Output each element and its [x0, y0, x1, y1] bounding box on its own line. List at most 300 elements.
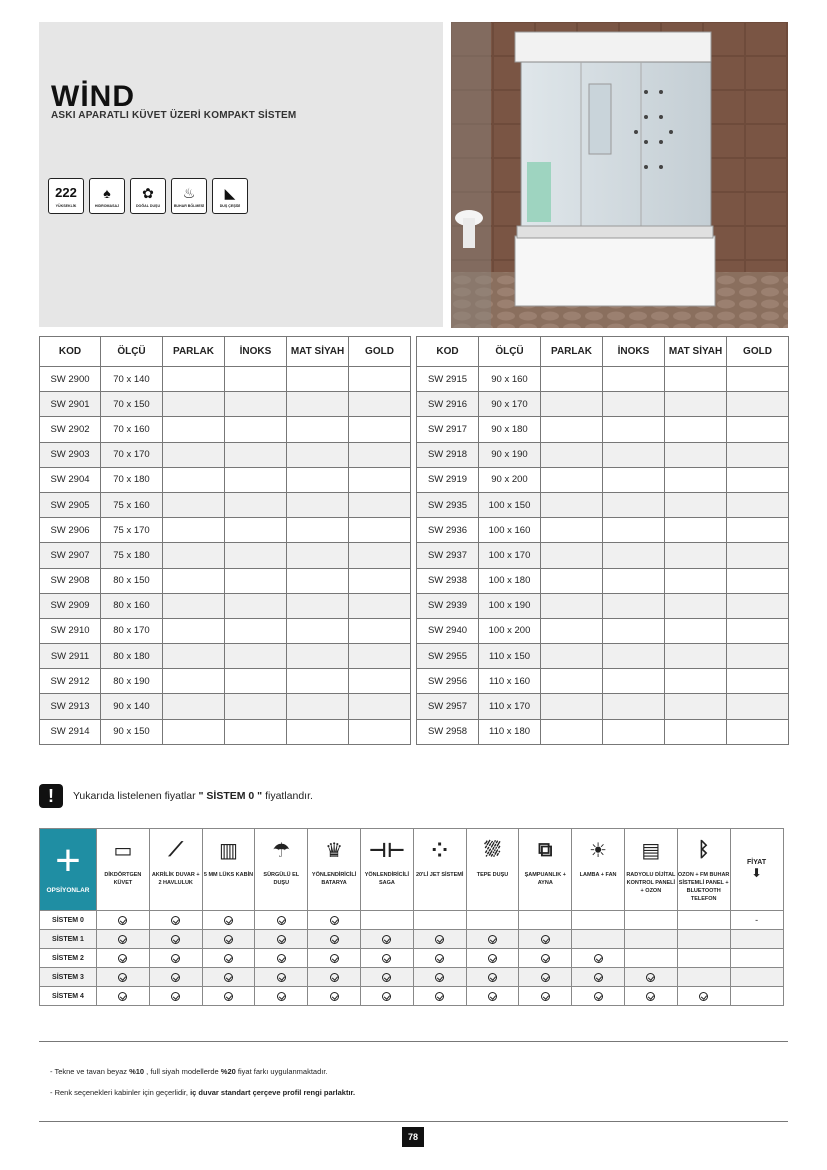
cell-size: 90 x 160 — [479, 367, 541, 392]
option-cell — [308, 987, 361, 1006]
cell-price-gold — [727, 694, 789, 719]
system-name: SİSTEM 1 — [40, 930, 97, 949]
system-row — [40, 911, 784, 930]
check-icon — [488, 954, 497, 963]
product-photo — [451, 22, 788, 328]
hand-shower-icon: ☂ — [272, 839, 291, 862]
cell-code: SW 2918 — [417, 442, 479, 467]
cell-price-parlak — [163, 467, 225, 492]
cell-price-mat-siyah — [665, 442, 727, 467]
table-row — [40, 442, 411, 467]
cell-price-mat-siyah — [665, 568, 727, 593]
check-icon — [118, 973, 127, 982]
system-price — [730, 930, 783, 949]
option-cell — [360, 949, 413, 968]
table-row — [417, 392, 789, 417]
cell-price-inoks — [225, 669, 287, 694]
cell-price-parlak — [163, 392, 225, 417]
option-cell — [519, 987, 572, 1006]
cell-price-parlak — [541, 467, 603, 492]
check-icon — [488, 935, 497, 944]
options-header-label: OPSİYONLAR — [46, 887, 90, 894]
cell-code: SW 2915 — [417, 367, 479, 392]
notice-text — [73, 790, 313, 802]
option-cell — [97, 987, 150, 1006]
cell-code: SW 2911 — [40, 644, 101, 669]
price-table-left — [39, 336, 411, 745]
option-cell — [413, 949, 466, 968]
feature-caption: HIDROMASAJ — [94, 203, 120, 208]
option-cell — [149, 968, 202, 987]
table-row — [40, 543, 411, 568]
cell-price-inoks — [603, 568, 665, 593]
check-icon — [171, 916, 180, 925]
system-row — [40, 949, 784, 968]
option-feature-label: OZON + FM BUHAR SİSTEMLİ PANEL + BLUETOOTH TELEFON — [677, 872, 730, 902]
cell-code: SW 2903 — [40, 442, 101, 467]
cell-price-gold — [349, 518, 411, 543]
option-cell — [360, 930, 413, 949]
option-cell — [624, 911, 677, 930]
cell-price-mat-siyah — [665, 543, 727, 568]
cell-price-inoks — [225, 492, 287, 517]
table-row — [417, 492, 789, 517]
arrow-down-icon: ⬇ — [751, 866, 762, 880]
check-icon — [330, 992, 339, 1001]
table-row — [40, 518, 411, 543]
system-name: SİSTEM 2 — [40, 949, 97, 968]
cell-size: 75 x 170 — [101, 518, 163, 543]
option-cell — [572, 930, 625, 949]
cell-code: SW 2914 — [40, 719, 101, 744]
option-cell — [97, 949, 150, 968]
cell-price-gold — [727, 618, 789, 643]
cell-size: 100 x 150 — [479, 492, 541, 517]
cell-size: 90 x 150 — [101, 719, 163, 744]
cell-size: 75 x 160 — [101, 492, 163, 517]
cell-price-mat-siyah — [287, 442, 349, 467]
cell-size: 70 x 160 — [101, 417, 163, 442]
check-icon — [118, 992, 127, 1001]
table-row — [40, 618, 411, 643]
cell-code: SW 2935 — [417, 492, 479, 517]
option-cell — [308, 968, 361, 987]
cell-size: 100 x 200 — [479, 618, 541, 643]
cell-price-gold — [349, 392, 411, 417]
option-feature-label: DİKDÖRTGEN KÜVET — [104, 872, 142, 886]
cell-code: SW 2956 — [417, 669, 479, 694]
cell-code: SW 2939 — [417, 593, 479, 618]
option-feature-label: TEPE DUŞU — [476, 872, 509, 878]
cell-code: SW 2901 — [40, 392, 101, 417]
feature-glyph: ◣ — [224, 184, 236, 201]
cell-price-inoks — [225, 719, 287, 744]
cell-price-inoks — [603, 392, 665, 417]
cell-price-inoks — [603, 492, 665, 517]
table-row — [417, 568, 789, 593]
cell-price-gold — [727, 392, 789, 417]
option-cell — [202, 968, 255, 987]
tub-icon: ▭ — [113, 839, 133, 862]
cell-code: SW 2900 — [40, 367, 101, 392]
option-cell — [149, 930, 202, 949]
check-icon — [277, 973, 286, 982]
cell-price-parlak — [163, 644, 225, 669]
page-number: 78 — [402, 1127, 424, 1147]
cell-price-mat-siyah — [287, 694, 349, 719]
feature-caption: BUHAR BÖLMESİ — [173, 203, 205, 208]
cell-price-mat-siyah — [665, 618, 727, 643]
cell-price-mat-siyah — [665, 593, 727, 618]
table-row — [417, 467, 789, 492]
jet-icon: ⁘ — [431, 839, 449, 862]
cell-price-gold — [349, 467, 411, 492]
steam-icon — [171, 178, 207, 214]
cell-price-inoks — [603, 442, 665, 467]
cell-price-inoks — [603, 417, 665, 442]
table-row — [40, 392, 411, 417]
cell-price-inoks — [603, 543, 665, 568]
option-feature-label: ŞAMPUANLIK + AYNA — [524, 872, 566, 886]
system-row — [40, 987, 784, 1006]
cell-price-inoks — [225, 593, 287, 618]
cell-code: SW 2910 — [40, 618, 101, 643]
table-row — [417, 367, 789, 392]
cell-price-gold — [727, 518, 789, 543]
option-cell — [466, 949, 519, 968]
cell-price-inoks — [603, 367, 665, 392]
plus-icon: + — [55, 836, 81, 885]
radio-panel-icon: ▤ — [641, 839, 661, 862]
cell-price-parlak — [541, 543, 603, 568]
table-row — [40, 593, 411, 618]
check-icon — [330, 973, 339, 982]
cell-code: SW 2938 — [417, 568, 479, 593]
check-icon — [224, 935, 233, 944]
system-price — [730, 968, 783, 987]
cell-size: 70 x 140 — [101, 367, 163, 392]
table-header-row — [40, 337, 411, 367]
check-icon — [488, 973, 497, 982]
system-price: - — [730, 911, 783, 930]
price-header-label: FİYAT — [747, 859, 767, 866]
cell-price-mat-siyah — [665, 392, 727, 417]
cell-size: 110 x 180 — [479, 719, 541, 744]
cell-code: SW 2912 — [40, 669, 101, 694]
option-feature — [202, 829, 255, 911]
footnote-text: , full siyah modellerde — [144, 1067, 221, 1076]
cell-code: SW 2908 — [40, 568, 101, 593]
table-header-row — [417, 337, 789, 367]
cell-size: 70 x 170 — [101, 442, 163, 467]
cell-price-mat-siyah — [287, 492, 349, 517]
cell-price-inoks — [603, 644, 665, 669]
cell-price-parlak — [541, 392, 603, 417]
option-cell — [466, 968, 519, 987]
cell-price-parlak — [541, 694, 603, 719]
cell-price-mat-siyah — [287, 618, 349, 643]
cell-price-mat-siyah — [665, 417, 727, 442]
cell-price-gold — [727, 367, 789, 392]
option-cell — [466, 930, 519, 949]
cell-price-gold — [727, 644, 789, 669]
check-icon — [435, 992, 444, 1001]
cell-price-mat-siyah — [287, 669, 349, 694]
option-cell — [360, 911, 413, 930]
cell-price-mat-siyah — [287, 593, 349, 618]
cabin-icon: ▥ — [219, 839, 238, 862]
col-header-olcu: ÖLÇÜ — [101, 337, 163, 367]
cell-code: SW 2917 — [417, 417, 479, 442]
cell-size: 100 x 180 — [479, 568, 541, 593]
cell-size: 90 x 180 — [479, 417, 541, 442]
option-feature — [149, 829, 202, 911]
check-icon — [118, 954, 127, 963]
check-icon — [171, 973, 180, 982]
option-cell — [255, 930, 308, 949]
cell-code: SW 2902 — [40, 417, 101, 442]
hydromassage-icon — [89, 178, 125, 214]
cell-code: SW 2940 — [417, 618, 479, 643]
footnote-text: - Tekne ve tavan beyaz — [50, 1067, 130, 1076]
shelf-mirror-icon: ⧉ — [538, 838, 553, 861]
brand-title: WİND — [51, 80, 135, 113]
col-header-mat-siyah: MAT SİYAH — [287, 337, 349, 367]
cell-price-inoks — [603, 593, 665, 618]
cell-price-parlak — [541, 568, 603, 593]
shower-type-icon — [212, 178, 248, 214]
cell-price-mat-siyah — [287, 719, 349, 744]
cell-code: SW 2905 — [40, 492, 101, 517]
valve-icon: ⊣⊢ — [368, 839, 406, 862]
check-icon — [382, 973, 391, 982]
cell-price-parlak — [541, 442, 603, 467]
options-header-row — [40, 829, 784, 911]
cell-price-inoks — [603, 694, 665, 719]
cell-size: 70 x 150 — [101, 392, 163, 417]
cell-code: SW 2919 — [417, 467, 479, 492]
cell-size: 110 x 170 — [479, 694, 541, 719]
cell-price-mat-siyah — [287, 543, 349, 568]
check-icon — [277, 992, 286, 1001]
option-cell — [413, 987, 466, 1006]
system-row — [40, 930, 784, 949]
cell-size: 80 x 150 — [101, 568, 163, 593]
check-icon — [171, 935, 180, 944]
option-cell — [149, 911, 202, 930]
cell-price-parlak — [541, 492, 603, 517]
option-cell — [466, 911, 519, 930]
option-cell — [97, 930, 150, 949]
option-cell — [202, 987, 255, 1006]
cell-code: SW 2957 — [417, 694, 479, 719]
option-cell — [519, 930, 572, 949]
footnote-text: - Renk seçenekleri kabinler için geçerlidir, — [50, 1088, 191, 1097]
table-row — [40, 694, 411, 719]
option-cell — [677, 949, 730, 968]
cell-price-parlak — [541, 417, 603, 442]
cell-code: SW 2906 — [40, 518, 101, 543]
footnote-1 — [50, 1067, 328, 1076]
option-cell — [413, 930, 466, 949]
option-feature-label: AKRİLİK DUVAR + 2 HAVLULUK — [151, 872, 200, 886]
table-row — [417, 669, 789, 694]
check-icon — [435, 973, 444, 982]
cell-size: 110 x 160 — [479, 669, 541, 694]
cell-code: SW 2909 — [40, 593, 101, 618]
cell-price-gold — [349, 543, 411, 568]
option-cell — [677, 911, 730, 930]
cell-size: 70 x 180 — [101, 467, 163, 492]
option-cell — [677, 968, 730, 987]
option-feature-label: LAMBA + FAN — [579, 872, 617, 878]
cell-price-gold — [727, 492, 789, 517]
cell-price-parlak — [541, 644, 603, 669]
cell-price-gold — [727, 669, 789, 694]
option-cell — [97, 911, 150, 930]
option-cell — [308, 911, 361, 930]
cell-price-inoks — [225, 392, 287, 417]
table-row — [417, 618, 789, 643]
option-feature — [413, 829, 466, 911]
exclamation-icon: ! — [39, 784, 63, 808]
option-cell — [677, 930, 730, 949]
option-cell — [624, 930, 677, 949]
option-cell — [202, 930, 255, 949]
cell-code: SW 2936 — [417, 518, 479, 543]
option-feature-label: YÖNLENDİRİCİLİ BATARYA — [311, 872, 357, 886]
check-icon — [699, 992, 708, 1001]
system-name: SİSTEM 0 — [40, 911, 97, 930]
cell-size: 100 x 170 — [479, 543, 541, 568]
check-icon — [330, 935, 339, 944]
option-feature — [624, 829, 677, 911]
cell-size: 80 x 160 — [101, 593, 163, 618]
cell-price-inoks — [603, 618, 665, 643]
option-feature-label: 5 MM LÜKS KABİN — [203, 872, 254, 878]
col-header-gold: GOLD — [727, 337, 789, 367]
cell-price-mat-siyah — [665, 518, 727, 543]
table-row — [417, 719, 789, 744]
cell-price-mat-siyah — [665, 719, 727, 744]
feature-badges — [48, 178, 248, 214]
check-icon — [382, 935, 391, 944]
table-row — [417, 543, 789, 568]
cell-size: 80 x 190 — [101, 669, 163, 694]
brand-subtitle: ASKI APARATLI KÜVET ÜZERİ KOMPAKT SİSTEM — [51, 110, 297, 121]
check-icon — [594, 973, 603, 982]
price-table-right — [416, 336, 789, 745]
cell-price-parlak — [163, 669, 225, 694]
option-feature — [97, 829, 150, 911]
option-cell — [572, 911, 625, 930]
feature-caption: DUŞ ÇEŞİDİ — [219, 203, 241, 208]
check-icon — [330, 954, 339, 963]
feature-caption: YÜKSEKLİK — [55, 203, 77, 208]
table-row — [417, 442, 789, 467]
table-row — [40, 644, 411, 669]
system-row — [40, 968, 784, 987]
cell-price-inoks — [225, 367, 287, 392]
cell-price-parlak — [163, 417, 225, 442]
table-row — [40, 367, 411, 392]
cell-code: SW 2916 — [417, 392, 479, 417]
cell-price-parlak — [541, 669, 603, 694]
mixer-icon: ♛ — [325, 839, 344, 862]
cell-price-gold — [727, 417, 789, 442]
check-icon — [277, 935, 286, 944]
table-row — [417, 417, 789, 442]
cell-code: SW 2937 — [417, 543, 479, 568]
option-cell — [624, 949, 677, 968]
option-feature-label: RADYOLU DİJİTAL KONTROL PANELİ + OZON — [626, 872, 676, 894]
option-feature-label: 20'Lİ JET SİSTEMİ — [415, 872, 464, 878]
cell-price-parlak — [541, 593, 603, 618]
cell-price-gold — [349, 719, 411, 744]
check-icon — [330, 916, 339, 925]
system-price — [730, 949, 783, 968]
cell-price-parlak — [163, 593, 225, 618]
col-header-kod: KOD — [40, 337, 101, 367]
option-feature — [519, 829, 572, 911]
cell-size: 80 x 180 — [101, 644, 163, 669]
col-header-gold: GOLD — [349, 337, 411, 367]
option-cell — [519, 911, 572, 930]
cell-price-inoks — [225, 417, 287, 442]
table-row — [417, 518, 789, 543]
check-icon — [541, 935, 550, 944]
cell-price-parlak — [163, 492, 225, 517]
cell-size: 90 x 200 — [479, 467, 541, 492]
cell-price-gold — [349, 618, 411, 643]
cell-size: 75 x 180 — [101, 543, 163, 568]
height-number-icon — [48, 178, 84, 214]
pricing-notice — [39, 784, 313, 808]
option-cell — [308, 930, 361, 949]
option-cell — [149, 949, 202, 968]
notice-pre: Yukarıda listelenen fiyatlar — [73, 790, 196, 802]
cell-price-parlak — [163, 694, 225, 719]
option-feature — [466, 829, 519, 911]
cell-price-parlak — [163, 618, 225, 643]
cell-size: 80 x 170 — [101, 618, 163, 643]
option-cell — [202, 911, 255, 930]
check-icon — [224, 916, 233, 925]
col-header-inoks: İNOKS — [225, 337, 287, 367]
check-icon — [541, 992, 550, 1001]
system-name: SİSTEM 3 — [40, 968, 97, 987]
system-price — [730, 987, 783, 1006]
head-shower-icon: ⛆ — [484, 838, 501, 861]
check-icon — [171, 992, 180, 1001]
option-cell — [360, 987, 413, 1006]
option-feature-label: YÖNLENDİRİCİLİ SAGA — [364, 872, 410, 886]
cell-price-inoks — [225, 568, 287, 593]
rain-shower-icon — [130, 178, 166, 214]
cell-price-parlak — [163, 543, 225, 568]
cell-price-gold — [349, 442, 411, 467]
option-feature-label: SÜRGÜLÜ EL DUŞU — [263, 872, 300, 886]
cell-price-parlak — [163, 719, 225, 744]
footnote-emphasis: %20 — [220, 1067, 236, 1076]
cell-price-mat-siyah — [287, 568, 349, 593]
option-cell — [360, 968, 413, 987]
cell-code: SW 2907 — [40, 543, 101, 568]
check-icon — [224, 992, 233, 1001]
option-cell — [624, 987, 677, 1006]
option-cell — [466, 987, 519, 1006]
check-icon — [594, 992, 603, 1001]
